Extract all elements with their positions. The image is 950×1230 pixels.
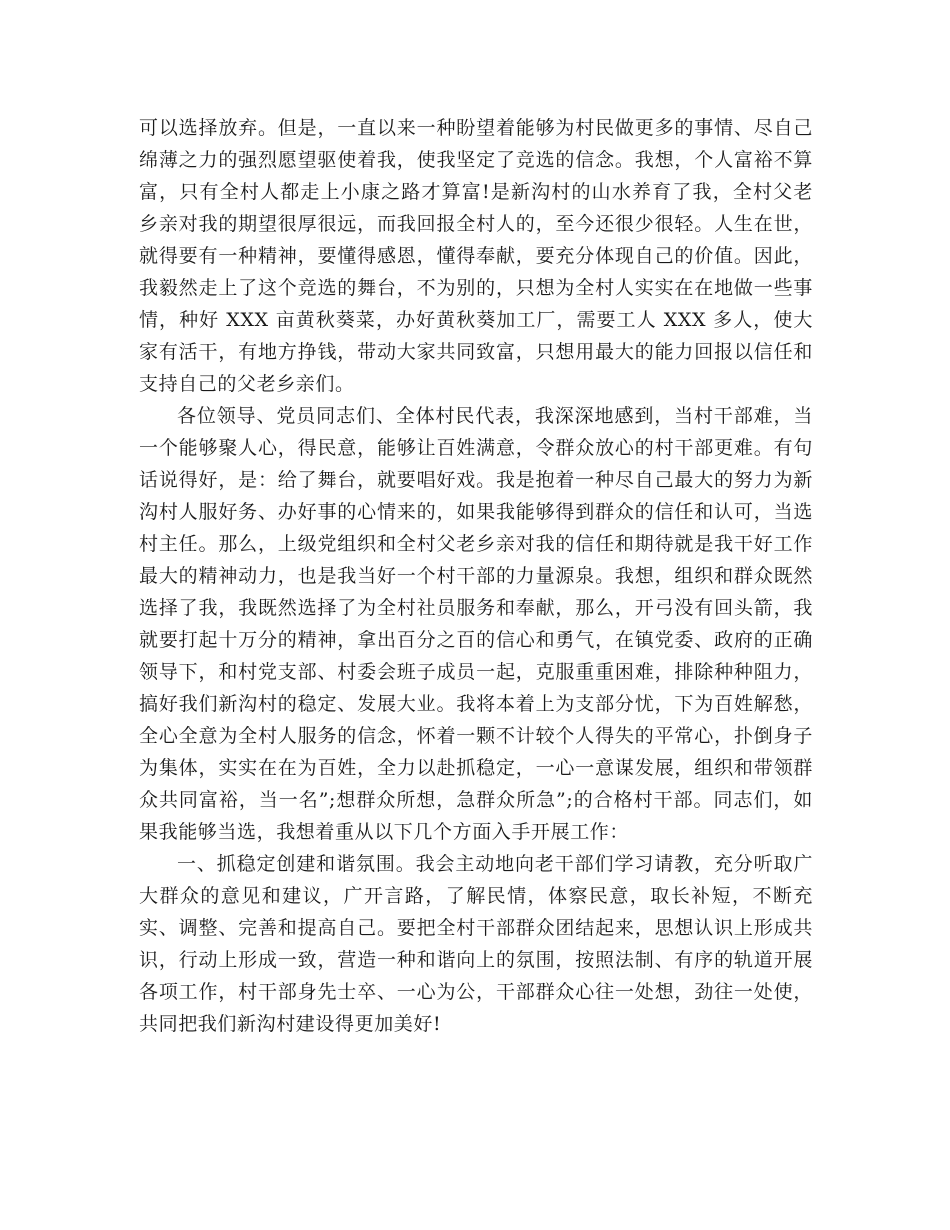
paragraph-2: 各位领导、党员同志们、全体村民代表，我深深地感到，当村干部难，当一个能够聚人心，得民意，能够让百姓满意，令群众放心的村干部更难。有句话说得好，是：给了舞台，就要唱好戏。我是抱着一种尽自己最大的努力为新沟村人服好务、办好事的心情来的，如果我能够得到群众的信任和认可，当选村主任。那么，上级党组织和全村父老乡亲对我的信任和期待就是我干好工作最大的精神动力，也是我当好一个村干部的力量源泉。我想，组织和群众既然选择了我，我既然选择了为全村社员服务和奉献，那么，开弓没有回头箭，我就要打起十万分的精神，拿出百分之百的信心和勇气，在镇党委、政府的正确领导下，和村党支部、村委会班子成员一起，克服重重困难，排除种种阻力，搞好我们新沟村的稳定、发展大业。我将本着上为支部分忧，下为百姓解愁，全心全意为全村人服务的信念，怀着一颗不计较个人得失的平常心，扑倒身子为集体，实实在在为百姓，全力以赴抓稳定，一心一意谋发展，组织和带领群众共同富裕，当一名”;想群众所想，急群众所急”;的合格村干部。同志们，如果我能够当选，我想着重从以下几个方面入手开展工作： [139, 405, 813, 843]
document-body [139, 112, 813, 1040]
paragraph-1: 可以选择放弃。但是，一直以来一种盼望着能够为村民做更多的事情、尽自己绵薄之力的强烈愿望驱使着我，使我坚定了竞选的信念。我想，个人富裕不算富，只有全村人都走上小康之路才算富!是新沟村的山水养育了我，全村父老乡亲对我的期望很厚很远，而我回报全村人的，至今还很少很轻。人生在世，就得要有一种精神，要懂得感恩，懂得奉献，要充分体现自己的价值。因此，我毅然走上了这个竞选的舞台，不为别的，只想为全村人实实在在地做一些事情，种好 XXX 亩黄秋葵菜，办好黄秋葵加工厂，需要工人 XXX 多人，使大家有活干，有地方挣钱，带动大家共同致富，只想用最大的能力回报以信任和支持自己的父老乡亲们。 [139, 117, 813, 395]
paragraph-3: 一、抓稳定创建和谐氛围。我会主动地向老干部们学习请教，充分听取广大群众的意见和建议，广开言路，了解民情，体察民意，取长补短，不断充实、调整、完善和提高自己。要把全村干部群众团结起来，思想认识上形成共识，行动上形成一致，营造一种和谐向上的氛围，按照法制、有序的轨道开展各项工作，村干部身先士卒、一心为公，干部群众心往一处想，劲往一处使，共同把我们新沟村建设得更加美好! [139, 853, 813, 1035]
